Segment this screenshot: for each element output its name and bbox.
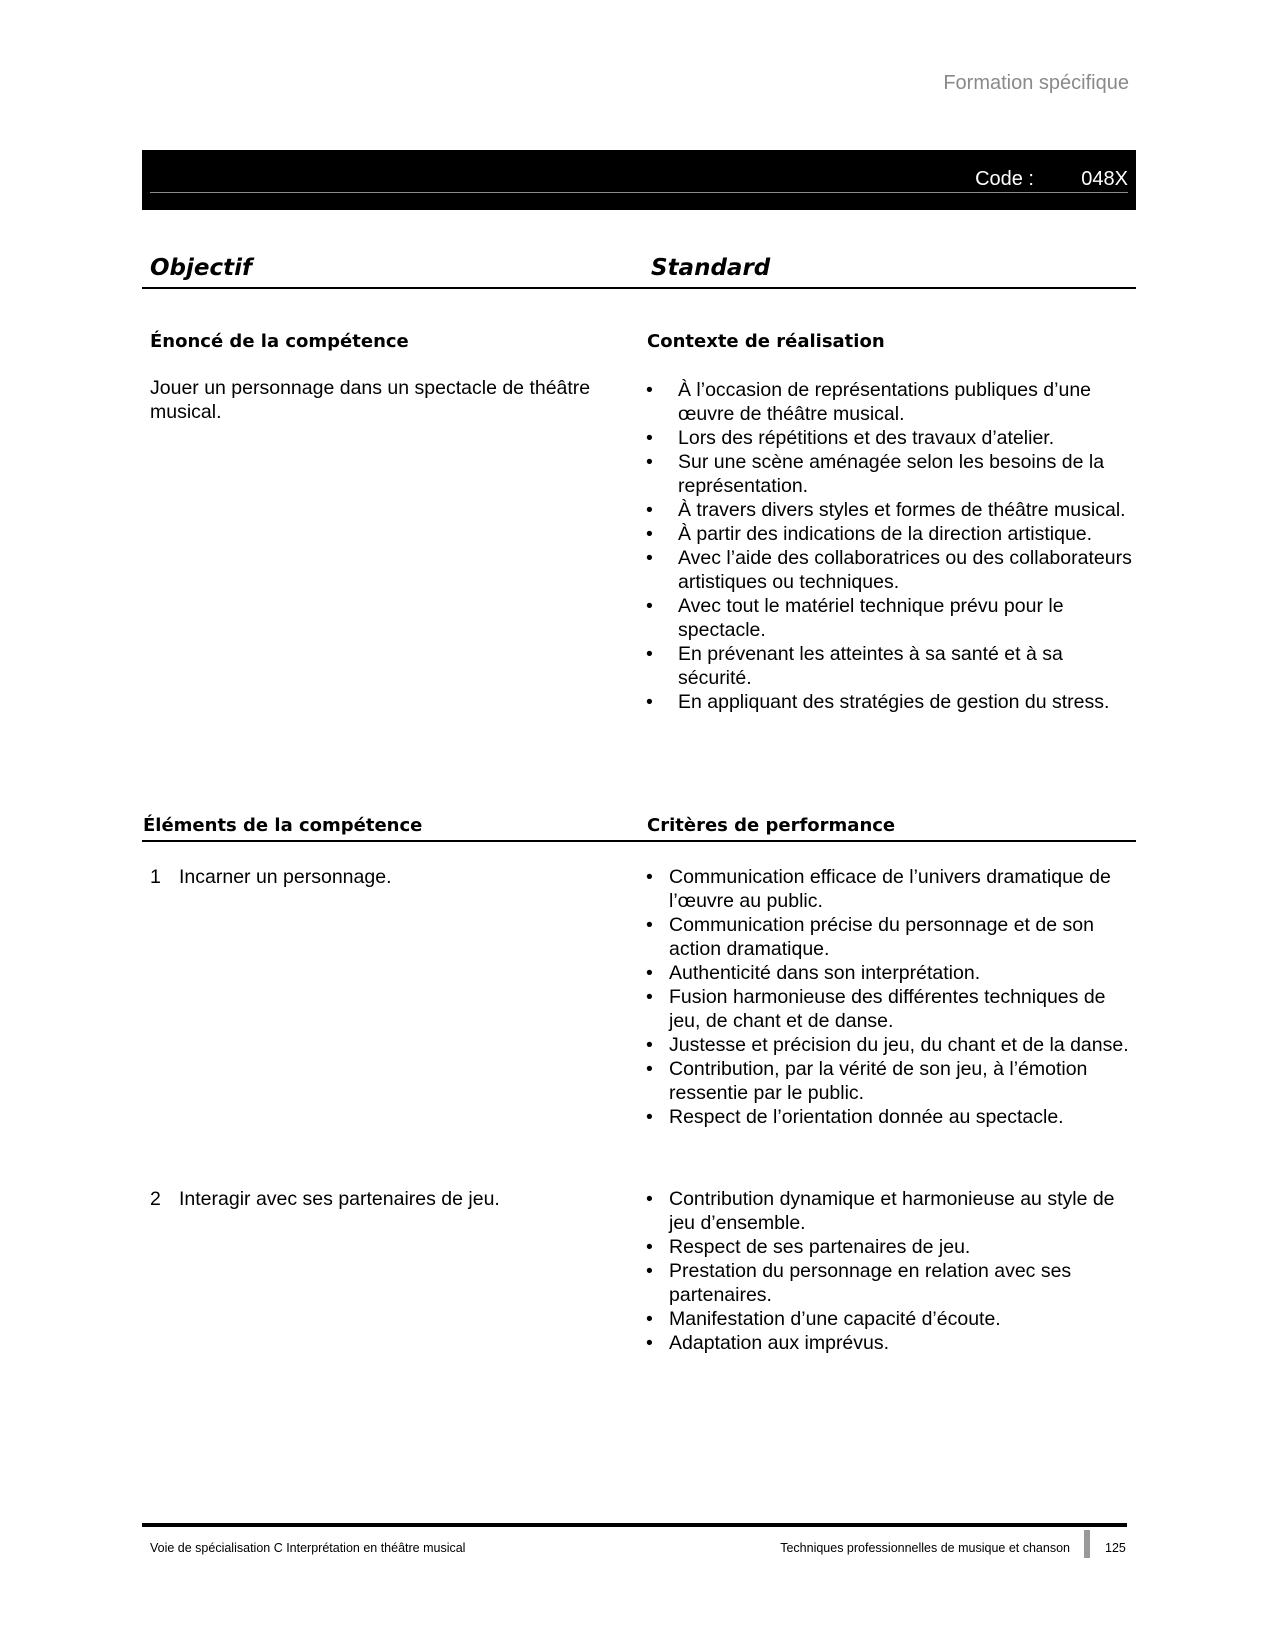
bullet-icon: • <box>646 914 653 936</box>
bullet-icon: • <box>646 1034 653 1056</box>
list-item: • Communication précise du personnage et de son action dramatique. <box>646 914 1094 960</box>
bullet-icon: • <box>646 1308 653 1330</box>
code-label: Code : <box>975 168 1034 190</box>
list-item: • Lors des répétitions et des travaux d’atelier. <box>646 427 1055 449</box>
list-item: • Avec l’aide des collaboratrices ou des collaborateurs artistiques ou techniques. <box>646 547 1132 593</box>
list-item: • Prestation du personnage en relation avec ses partenaires. <box>646 1260 1072 1306</box>
bullet-icon: • <box>646 691 653 713</box>
element-text: Interagir avec ses partenaires de jeu. <box>179 1188 500 1210</box>
bullet-icon: • <box>646 962 653 984</box>
code-band-rule <box>150 192 1128 193</box>
list-item: • À l’occasion de représentations publiques d’une œuvre de théâtre musical. <box>646 379 1092 425</box>
bullet-icon: • <box>646 451 653 473</box>
bullet-icon: • <box>646 1260 653 1282</box>
list-item: • Contribution dynamique et harmonieuse au style de jeu d’ensemble. <box>646 1188 1115 1234</box>
criteria-list <box>646 865 1136 1129</box>
enonce-text: Jouer un personnage dans un spectacle de théâtre musical. <box>150 377 591 423</box>
bullet-icon: • <box>646 986 653 1008</box>
list-item: • En appliquant des stratégies de gestion du stress. <box>646 691 1110 713</box>
bullet-icon: • <box>646 547 653 569</box>
contexte-heading: Contexte de réalisation <box>647 331 885 352</box>
section-divider <box>142 840 1136 842</box>
list-item: • Avec tout le matériel technique prévu pour le spectacle. <box>646 595 1064 641</box>
bullet-icon: • <box>646 866 653 888</box>
contexte-list <box>646 378 1136 714</box>
list-item: • En prévenant les atteintes à sa santé et à sa sécurité. <box>646 643 1063 689</box>
criteria-list <box>646 1187 1136 1355</box>
code-band <box>142 150 1136 210</box>
bullet-icon: • <box>646 379 653 401</box>
list-item: • Authenticité dans son interprétation. <box>646 962 981 984</box>
list-item: • Respect de l’orientation donnée au spectacle. <box>646 1106 1064 1128</box>
footer-title: Techniques professionnelles de musique et chanson <box>780 1541 1070 1555</box>
element-item <box>150 1187 500 1211</box>
footer-program: Voie de spécialisation C Interprétation en théâtre musical <box>150 1541 466 1555</box>
list-item: • Respect de ses partenaires de jeu. <box>646 1236 971 1258</box>
list-item: • Communication efficace de l’univers dramatique de l’œuvre au public. <box>646 866 1111 912</box>
element-text: Incarner un personnage. <box>179 866 392 888</box>
list-item: • Fusion harmonieuse des différentes techniques de jeu, de chant et de danse. <box>646 986 1106 1032</box>
list-item: • Manifestation d’une capacité d’écoute. <box>646 1308 1001 1330</box>
list-item: • Adaptation aux imprévus. <box>646 1332 890 1354</box>
bullet-icon: • <box>646 1236 653 1258</box>
element-item <box>150 865 391 889</box>
list-item: • À partir des indications de la direction artistique. <box>646 523 1093 545</box>
footer-rule <box>142 1523 1127 1527</box>
code-value: 048X <box>1081 168 1128 190</box>
bullet-icon: • <box>646 499 653 521</box>
section-label: Formation spécifique <box>943 72 1129 94</box>
enonce-heading: Énoncé de la compétence <box>150 331 409 352</box>
elements-heading: Éléments de la compétence <box>143 815 423 836</box>
bullet-icon: • <box>646 1332 653 1354</box>
bullet-icon: • <box>646 523 653 545</box>
footer-separator <box>1084 1530 1090 1558</box>
bullet-icon: • <box>646 595 653 617</box>
heading-divider <box>142 287 1136 289</box>
list-item: • Contribution, par la vérité de son jeu, à l’émotion ressentie par le public. <box>646 1058 1088 1104</box>
bullet-icon: • <box>646 643 653 665</box>
list-item: • À travers divers styles et formes de théâtre musical. <box>646 499 1126 521</box>
page-number: 125 <box>1105 1541 1126 1555</box>
standard-heading: Standard <box>651 255 771 281</box>
element-number: 2 <box>150 1188 161 1210</box>
list-item: • Justesse et précision du jeu, du chant et de la danse. <box>646 1034 1129 1056</box>
bullet-icon: • <box>646 1058 653 1080</box>
bullet-icon: • <box>646 427 653 449</box>
list-item: • Sur une scène aménagée selon les besoins de la représentation. <box>646 451 1105 497</box>
element-number: 1 <box>150 866 161 888</box>
bullet-icon: • <box>646 1188 653 1210</box>
criteres-heading: Critères de performance <box>647 815 896 836</box>
bullet-icon: • <box>646 1106 653 1128</box>
objectif-heading: Objectif <box>150 255 253 281</box>
